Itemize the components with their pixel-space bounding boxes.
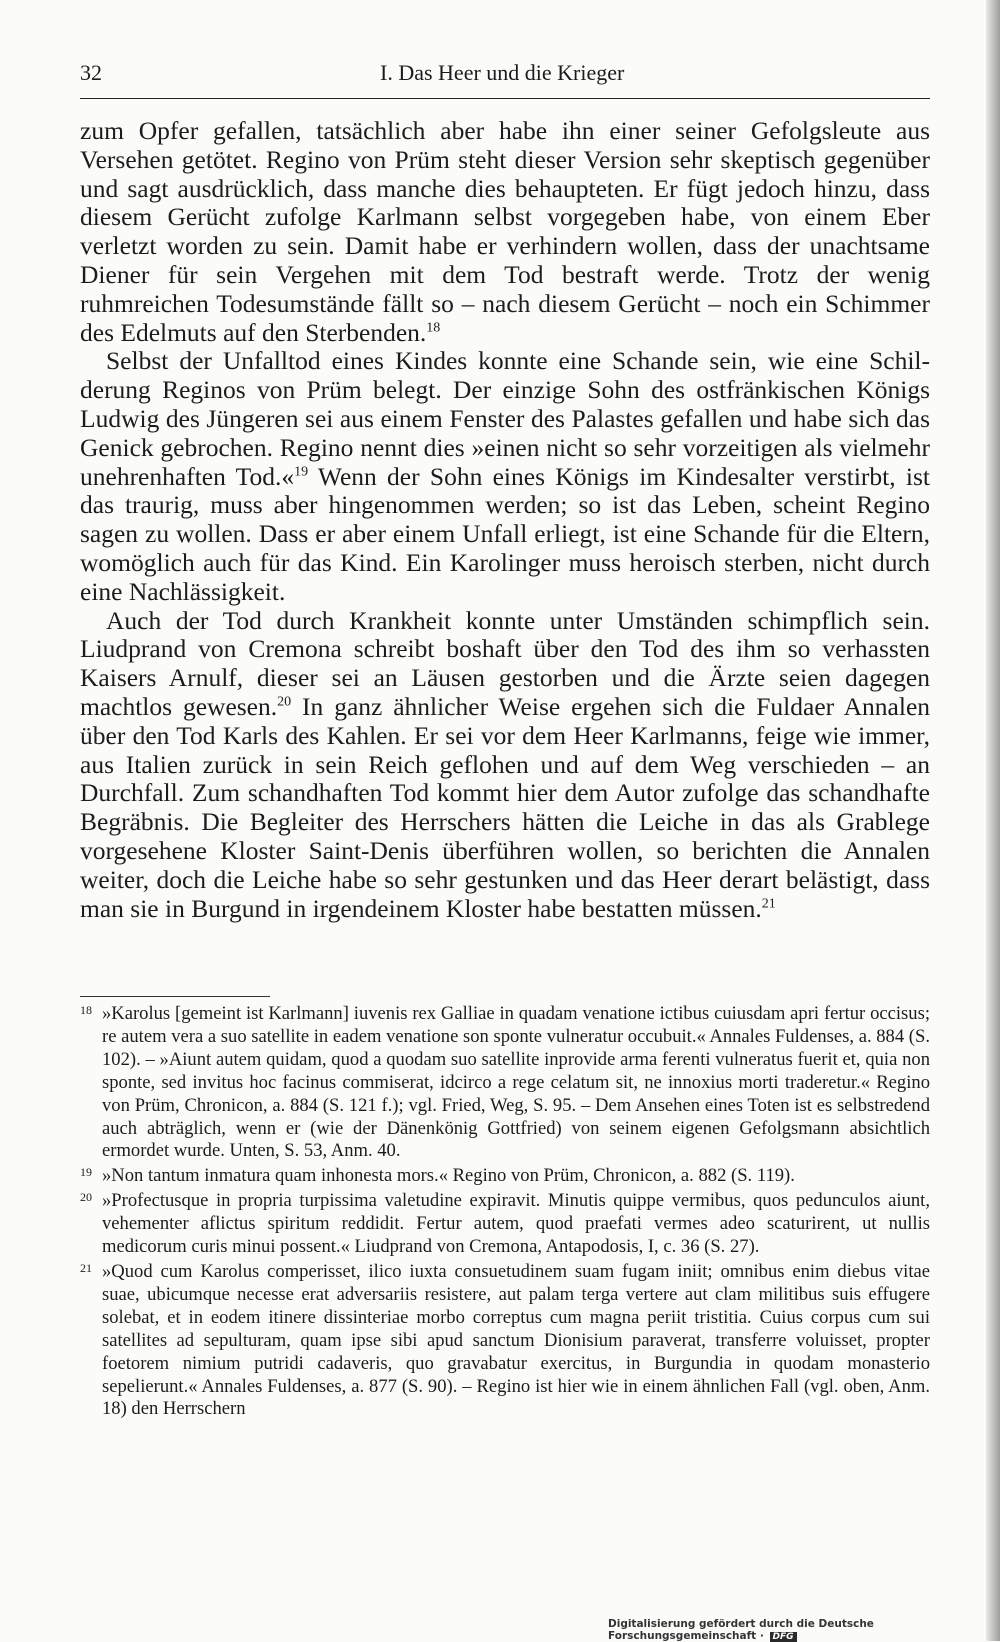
- running-title: I. Das Heer und die Krieger: [380, 60, 625, 85]
- footnote-ref: 20: [277, 694, 292, 710]
- paragraph-tail: In ganz ähnlicher Weise ergehen sich die Fuldaer Annalen über den Tod Karls des Kahlen. Er sei vor dem Heer Karlmanns, feige wie immer, aus Italien zurück in sein Reich geflohen und auf dem Weg verschieden – an Durchfall. Zum schandhaften Tod kommt hier dem Autor zufolge das schandhafte Begräbnis. Die Begleiter des Herrschers hätten die Leiche in das als Grablege vorgesehene Kloster Saint-Denis überführen wollen, so berichten die Annalen weiter, doch die Leiche habe so sehr gestunken und das Heer derart belästigt, dass man sie in Burgund in irgendeinem Kloster habe bestatten müssen.: [80, 691, 931, 923]
- footnote-text: »Profectusque in propria turpissima valetudine expiravit. Minutis quippe vermibus, quos pedunculos aiunt, vehementer aflictus spiritum reddidit. Fertur autem, quod praefati vermes adeo scaturirent, ut nullis medicorum curis minui possent.« Liudprand von Cremona, Antapodosis, I, c. 36 (S. 27).: [102, 1190, 930, 1258]
- page-number: 32: [80, 60, 102, 85]
- footnote-ref: 18: [426, 320, 441, 336]
- footnote-rule: [80, 996, 270, 997]
- footnote-ref: 21: [761, 896, 776, 912]
- footnote-text: »Non tantum inmatura quam inhonesta mors.« Regino von Prüm, Chronicon, a. 882 (S. 119).: [102, 1165, 795, 1187]
- footnote-number: 18: [80, 1003, 92, 1017]
- footnote-number: 19: [80, 1165, 92, 1180]
- footnote-19: [80, 1165, 930, 1188]
- paragraph-text: Selbst der Unfalltod eines Kindes konnte eine Schande sein, wie eine Schilderung Reginos von Prüm belegt. Der einzige Sohn des ostfränkischen Königs Ludwig des Jüngeren sei aus einem Fenster des Palastes gefallen und habe sich das Genick gebrochen. Regino nennt dies »einen nicht so sehr vorzeitigen als vielmehr unehrenhaften Tod.«: [80, 346, 930, 491]
- footnote-number: 20: [80, 1190, 92, 1205]
- footnote-number: 21: [80, 1260, 92, 1275]
- paragraph-text: zum Opfer gefallen, tatsächlich aber habe ihn einer seiner Gefolgsleute aus Versehen getötet. Regino von Prüm steht dieser Version sehr skeptisch gegenüber und sagt ausdrücklich, dass manche dies behaupteten. Er fügt jedoch hinzu, dass diesem Gerücht zufolge Karlmann selbst vorgegeben habe, von einem Eber verletzt worden zu sein. Damit habe er verhindern wollen, dass der unachtsame Diener für sein Vergehen mit dem Tod bestraft werde. Trotz der wenig ruhmreichen Todesumstände fällt so – nach diesem Gerücht – noch ein Schimmer des Edelmuts auf den Sterbenden.: [80, 116, 930, 347]
- digitization-footer: [608, 1618, 1000, 1642]
- dfg-logo: DFG: [770, 1632, 797, 1642]
- footnotes: [80, 1003, 930, 1423]
- footnote-21: [80, 1261, 930, 1421]
- footnote-20: [80, 1190, 930, 1259]
- footer-text: Digitalisierung gefördert durch die Deutsche Forschungsgemeinschaft ·: [608, 1618, 874, 1642]
- paragraph-1: [80, 117, 930, 347]
- running-header: [80, 58, 930, 99]
- footnote-ref: 19: [294, 464, 309, 480]
- paragraph-tail: Wenn der Sohn eines Königs im Kindesalter verstirbt, ist das traurig, muss aber hingenommen werden; so ist das Leben, scheint Regino sagen zu wollen. Dass er aber einem Unfall erliegt, ist eine Schande für die Eltern, womöglich auch für das Kind. Ein Karolinger muss heroisch sterben, nicht durch eine Nachlässigkeit.: [80, 461, 930, 606]
- main-text: [80, 117, 930, 923]
- footnote-text: »Karolus [gemeint ist Karlmann] iuvenis rex Galliae in quadam venatione ictibus cuiusdam apri fertur occisus; re autem vera a suo satellite in eadem venatione son sponte vulneratur occubuit.« Annales Fuldenses, a. 884 (S. 102). – »Aiunt autem quidam, quod a quodam suo satellite inprovide arma ferenti vulneratus fuerit et, quia non sponte, sed invitus hoc facinus commiserat, idcirco a rege celatum sit, ne innoxius morti traderetur.« Regino von Prüm, Chronicon, a. 884 (S. 121 f.); vgl. Fried, Weg, S. 95. – Dem Ansehen eines Toten ist es selbstredend auch abträglich, wenn er (wie der Dänenkönig Gottfried) von seinem eigenen Gefolgsmann absichtlich ermordet wurde. Unten, S. 53, Anm. 40.: [102, 1003, 930, 1162]
- paragraph-3: [80, 607, 930, 924]
- page-edge: [986, 0, 1000, 1641]
- footnote-18: [80, 1003, 930, 1163]
- paragraph-text: Auch der Tod durch Krankheit konnte unter Umständen schimpflich sein. Liudprand von Cremona schreibt boshaft über den Tod des ihm so verhassten Kaisers Arnulf, dieser sei an Läusen gestorben und die Ärzte seien dagegen machtlos gewesen.: [80, 605, 930, 721]
- paragraph-2: [80, 347, 930, 606]
- footnote-text: »Quod cum Karolus comperisset, ilico iuxta consuetudinem suam fugam iniit; omnibus enim diebus vitae suae, ubicumque necesse erat adversariis resistere, aut palam terga vertere aut clam militibus suis effugere solebat, et in eodem itinere dissinteriae morbo correptus cum magna periit tristitia. Cuius corpus cum sui satellites ad sepulturam, quam ipse sibi apud sanctum Dionisium paraverat, transferre voluisset, propter foetorem nimium putridi cadaveris, quo gravabatur exercitus, in Burgundia in quodam monasterio sepelierunt.« Annales Fuldenses, a. 877 (S. 90). – Regino ist hier wie in einem ähnlichen Fall (vgl. oben, Anm. 18) den Herrschern: [102, 1260, 930, 1420]
